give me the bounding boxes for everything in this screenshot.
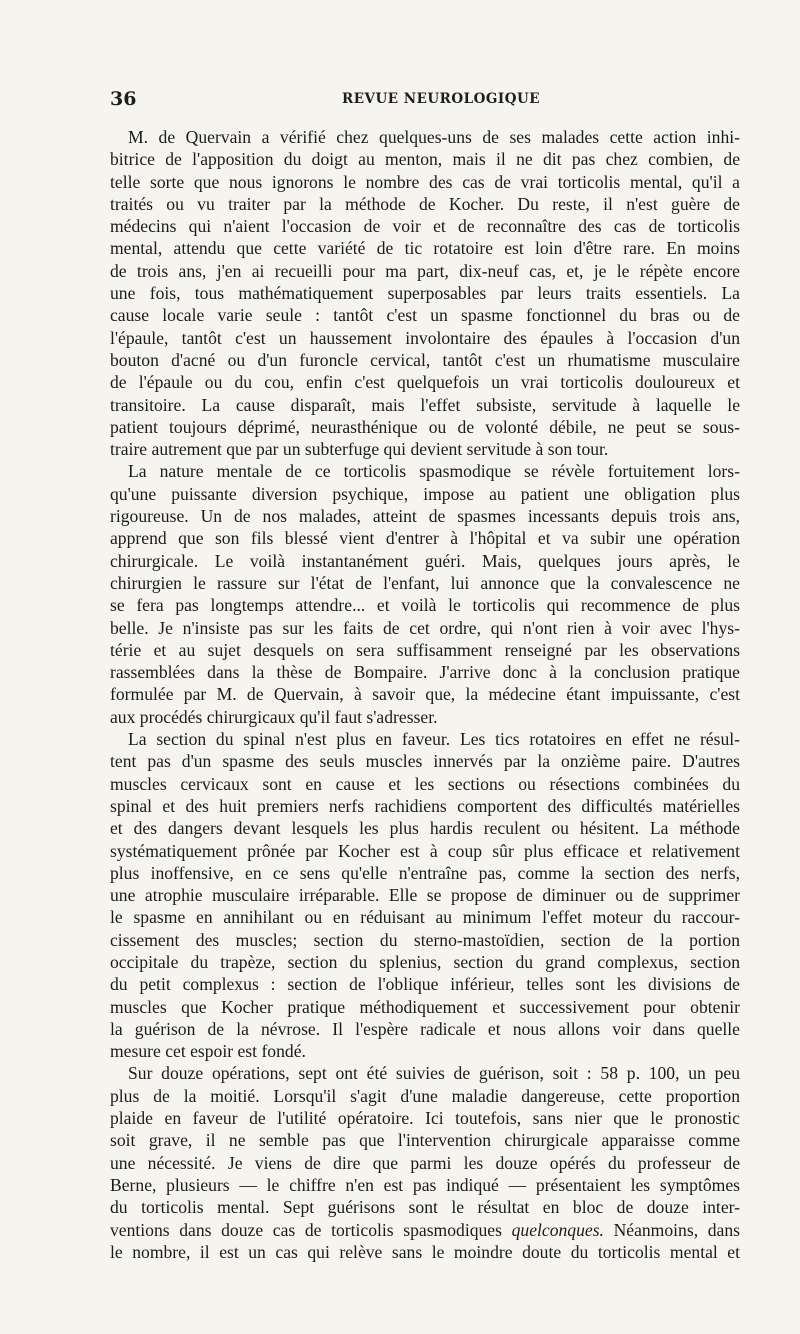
text-line: traire autrement que par un subterfuge qui devient servitude à son tour. (110, 439, 609, 460)
running-title: REVUE NEUROLOGIQUE (342, 91, 541, 107)
emphasis-word: quelconques. (511, 1219, 604, 1240)
text-line: chirurgien le rassure sur l'état de l'enfant, lui annonce que la convalescence ne (110, 572, 740, 593)
text-line: l'épaule, tantôt c'est un haussement involontaire des épaules à l'occasion d'un (110, 327, 740, 348)
paragraph-2 (110, 460, 740, 728)
text-line: de trois ans, j'en ai recueilli pour ma part, dix-neuf cas, et, je le répète encore (110, 260, 740, 281)
text-line: la guérison de la névrose. Il l'espère radicale et nous allons voir dans quelle (110, 1018, 740, 1039)
text-line: bitrice de l'apposition du doigt au menton, mais il ne dit pas chez combien, de (110, 149, 740, 170)
text-line: tent pas d'un spasme des seuls muscles innervés par la onzième paire. D'autres (110, 751, 740, 772)
text-line: spinal et des huit premiers nerfs rachidiens comportent des difficultés matérielles (110, 795, 740, 816)
text-line: La section du spinal n'est plus en faveur. Les tics rotatoires en effet ne résul- (128, 729, 740, 750)
text-line: bouton d'acné ou d'un furoncle cervical, tantôt c'est un rhumatisme musculaire (110, 349, 740, 370)
text-line: une nécessité. Je viens de dire que parmi les douze opérés du professeur de (110, 1152, 740, 1173)
body-text (110, 126, 740, 1263)
text-line: de l'épaule ou du cou, enfin c'est quelquefois un vrai torticolis douloureux et (110, 372, 740, 393)
paragraph-4 (110, 1062, 740, 1263)
text-line: du petit complexus : section de l'oblique inférieur, telles sont les divisions de (110, 974, 740, 995)
text-line: Sur douze opérations, sept ont été suivies de guérison, soit : 58 p. 100, un peu (128, 1063, 740, 1084)
text-line: mental, attendu que cette variété de tic rotatoire est loin d'être rare. En moins (110, 238, 740, 259)
text-line: qu'une puissante diversion psychique, impose au patient une obligation plus (110, 483, 740, 504)
text-line: La nature mentale de ce torticolis spasmodique se révèle fortuitement lors- (128, 461, 740, 482)
text-segment: ventions dans douze cas de torticolis spasmodiques (110, 1219, 512, 1240)
text-line: muscles que Kocher pratique méthodiquement et successivement pour obtenir (110, 996, 740, 1017)
text-line: plus de la moitié. Lorsqu'il s'agit d'une maladie dangereuse, cette proportion (110, 1085, 740, 1106)
paragraph-3 (110, 728, 740, 1062)
text-line: plaide en faveur de l'utilité opératoire. Ici toutefois, sans nier que le pronostic (110, 1108, 740, 1129)
text-line: rassemblées dans la thèse de Bompaire. J'arrive donc à la conclusion pratique (110, 662, 740, 683)
text-line: occipitale du trapèze, section du splenius, section du grand complexus, section (110, 951, 740, 972)
text-line: apprend que son fils blessé vient d'entrer à l'hôpital et va subir une opération (110, 528, 740, 549)
running-header (110, 88, 740, 112)
text-line: térie et au sujet desquels on sera suffisamment renseigné par les observations (110, 639, 740, 660)
text-line: se fera pas longtemps attendre... et voilà le torticolis qui recommence de plus (110, 595, 740, 616)
text-line: Berne, plusieurs — le chiffre n'en est pas indiqué — présentaient les symptômes (110, 1174, 740, 1195)
text-line: une atrophie musculaire irréparable. Elle se propose de diminuer ou de supprimer (110, 885, 740, 906)
text-line: le spasme en annihilant ou en réduisant au minimum l'effet moteur du raccour- (110, 907, 740, 928)
text-line: muscles cervicaux sont en cause et les sections ou résections combinées du (110, 773, 740, 794)
text-line: M. de Quervain a vérifié chez quelques-uns de ses malades cette action inhi- (128, 127, 740, 147)
text-line: et des dangers devant lesquels les plus hardis reculent ou hésitent. La méthode (110, 818, 740, 839)
text-line: cause locale varie seule : tantôt c'est un spasme fonctionnel du bras ou de (110, 305, 740, 326)
text-line: médecins qui n'aient l'occasion de voir et de reconnaître des cas de torticolis (110, 216, 740, 237)
text-line: systématiquement prônée par Kocher est à coup sûr plus efficace et relativement (110, 840, 740, 861)
text-line: du torticolis mental. Sept guérisons sont le résultat en bloc de douze inter- (110, 1197, 740, 1218)
text-line: le nombre, il est un cas qui relève sans le moindre doute du torticolis mental et (110, 1241, 740, 1262)
text-line: telle sorte que nous ignorons le nombre des cas de vrai torticolis mental, qu'il a (110, 171, 740, 192)
text-line: plus inoffensive, en ce sens qu'elle n'entraîne pas, comme la section des nerfs, (110, 862, 740, 883)
text-line: traités ou vu traiter par la méthode de Kocher. Du reste, il n'est guère de (110, 193, 740, 214)
text-line: chirurgicale. Le voilà instantanément guéri. Mais, quelques jours après, le (110, 550, 740, 571)
text-line: rigoureuse. Un de nos malades, atteint de spasmes incessants depuis trois ans, (110, 506, 740, 527)
text-line: aux procédés chirurgicaux qu'il faut s'adresser. (110, 706, 438, 727)
text-line: formulée par M. de Quervain, à savoir que, la médecine étant impuissante, c'est (110, 684, 740, 705)
text-line: patient toujours déprimé, neurasthénique ou de volonté débile, ne peut se sous- (110, 416, 740, 437)
text-line: belle. Je n'insiste pas sur les faits de cet ordre, qui n'ont rien à voir avec l'hys- (110, 617, 740, 638)
text-line: transitoire. La cause disparaît, mais l'effet subsiste, servitude à laquelle le (110, 394, 740, 415)
text-line: mesure cet espoir est fondé. (110, 1041, 306, 1062)
text-line: cissement des muscles; section du sterno-mastoïdien, section de la portion (110, 929, 740, 950)
paragraph-1 (110, 126, 740, 460)
page-number: 36 (110, 88, 137, 110)
text-line: soit grave, il ne semble pas que l'intervention chirurgicale apparaisse comme (110, 1130, 740, 1151)
text-line-with-emphasis (110, 1219, 740, 1241)
text-segment: Néanmoins, dans (603, 1219, 740, 1240)
text-line: une fois, tous mathématiquement superposables par leurs traits essentiels. La (110, 283, 740, 304)
